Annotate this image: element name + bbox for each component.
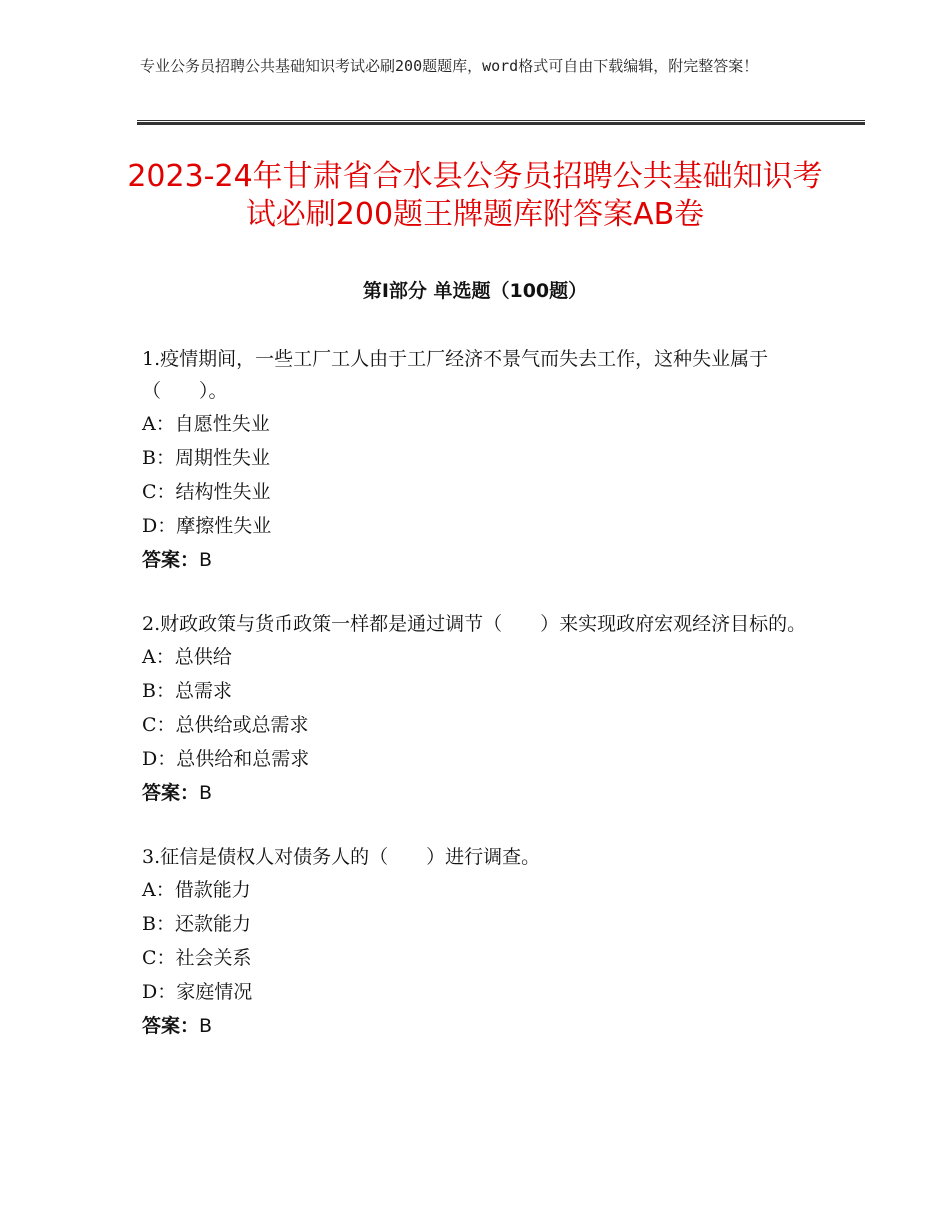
option-d: D：总供给和总需求 — [142, 748, 310, 770]
option-d: D：摩擦性失业 — [142, 515, 272, 537]
option-b: B：总需求 — [142, 680, 232, 702]
document-title: 2023-24年甘肃省合水县公务员招聘公共基础知识考试必刷200题王牌题库附答案AB卷 — [127, 159, 823, 232]
answer-line — [142, 1009, 812, 1043]
option-c: C：总供给或总需求 — [142, 714, 309, 736]
question-stem: 3.征信是债权人对债务人的（ ）进行调查。 — [142, 846, 541, 868]
option-b: B：还款能力 — [142, 913, 251, 935]
answer-line — [142, 543, 812, 577]
answer-label: 答案： — [142, 782, 200, 804]
header-divider — [137, 120, 865, 125]
question-stem: 1.疫情期间，一些工厂工人由于工厂经济不景气而失去工作，这种失业属于（ ）。 — [142, 348, 769, 402]
section-heading: 第Ⅰ部分 单选题（100题） — [362, 280, 588, 302]
answer-value: B — [199, 782, 213, 804]
option-a: A：自愿性失业 — [142, 413, 270, 435]
question-item — [142, 841, 812, 1043]
option-d: D：家庭情况 — [142, 981, 253, 1003]
header-note: 专业公务员招聘公共基础知识考试必刷200题题库，word格式可自由下载编辑，附完整答案！ — [140, 57, 759, 75]
option-b: B：周期性失业 — [142, 447, 270, 469]
option-c: C：结构性失业 — [142, 481, 271, 503]
answer-label: 答案： — [142, 1015, 200, 1037]
answer-value: B — [199, 1015, 213, 1037]
option-c: C：社会关系 — [142, 947, 252, 969]
question-stem: 2.财政政策与货币政策一样都是通过调节（ ）来实现政府宏观经济目标的。 — [142, 613, 807, 635]
question-list — [142, 343, 812, 1074]
option-a: A：总供给 — [142, 646, 232, 668]
question-item — [142, 343, 812, 577]
answer-value: B — [199, 549, 213, 571]
option-a: A：借款能力 — [142, 879, 251, 901]
question-item — [142, 608, 812, 810]
answer-line — [142, 776, 812, 810]
answer-label: 答案： — [142, 549, 200, 571]
